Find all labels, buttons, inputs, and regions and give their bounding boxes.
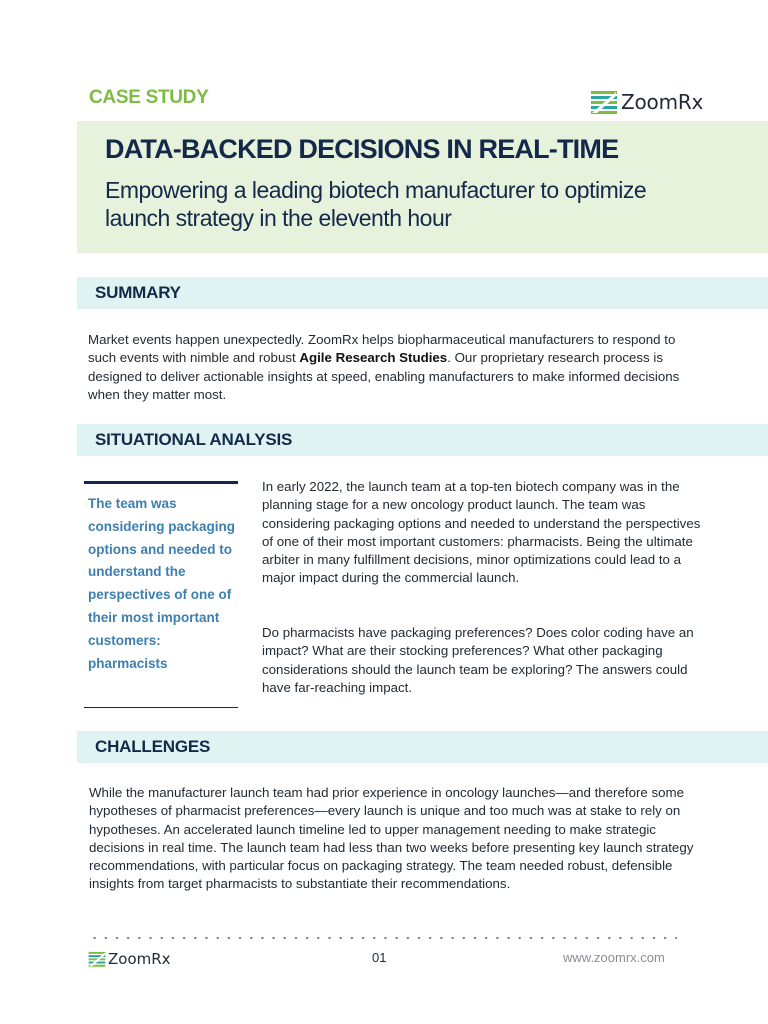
page-title: DATA-BACKED DECISIONS IN REAL-TIME bbox=[105, 134, 619, 164]
logo-text: ZoomRx bbox=[621, 90, 704, 114]
situational-paragraph-2: Do pharmacists have packaging preferences? Does color coding have an impact? What are their stocking preferences? What other packaging considerations should the launch team be exploring? The answers could have far-reaching impact. bbox=[262, 625, 694, 695]
challenges-paragraph: While the manufacturer launch team had prior experience in oncology launches—and therefore some hypotheses of pharmacist preferences—every launch is unique and too much was at stake to rely on hypotheses. An accelerated launch timeline led to upper management needing to make strategic decisions in real time. The launch team had less than two weeks before presenting key launch strategy recommendations, with particular focus on packaging strategy. The team needed robust, defensible insights from target pharmacists to substantiate their recommendations. bbox=[89, 785, 694, 892]
zoomrx-logo-icon bbox=[88, 950, 106, 968]
footer-logo bbox=[88, 950, 171, 968]
situational-paragraph-1: In early 2022, the launch team at a top-ten biotech company was in the planning stage for a new oncology product launch. The team was considering packaging options and needed to understand the perspectives of one of their most important customers: pharmacists. Being the ultimate arbiter in many fulfillment decisions, minor optimizations could lead to a major impact during the commercial launch. bbox=[262, 479, 701, 586]
summary-section-header bbox=[77, 277, 768, 309]
situational-heading: SITUATIONAL ANALYSIS bbox=[95, 430, 293, 449]
page-subtitle: Empowering a leading biotech manufacturer to optimize launch strategy in the eleventh hour bbox=[105, 177, 647, 231]
summary-bold-text: Agile Research Studies bbox=[299, 350, 448, 366]
pull-quote bbox=[84, 481, 238, 708]
footer-url[interactable]: www.zoomrx.com bbox=[563, 950, 665, 965]
pull-quote-text: The team was considering packaging options and needed to understand the perspectives of one of their most important customers: pharmacists bbox=[88, 496, 236, 671]
summary-heading: SUMMARY bbox=[95, 283, 181, 302]
footer-logo-text: ZoomRx bbox=[108, 950, 171, 968]
footer-divider bbox=[89, 936, 677, 940]
challenges-heading: CHALLENGES bbox=[95, 737, 211, 756]
hero-banner bbox=[77, 121, 768, 253]
summary-text-before: Market events happen unexpectedly. ZoomRx helps biopharmaceutical manufacturers to respond to such events with nimble and robust bbox=[88, 332, 676, 366]
page-number: 01 bbox=[372, 950, 387, 965]
zoomrx-logo-icon bbox=[590, 89, 618, 115]
summary-text-after: . Our proprietary research process is designed to deliver actionable insights at speed, enabling manufacturers to make informed decisions when they matter most. bbox=[88, 350, 680, 402]
situational-section-header bbox=[77, 424, 768, 456]
summary-paragraph bbox=[88, 331, 694, 404]
zoomrx-logo bbox=[590, 88, 703, 116]
case-study-label: CASE STUDY bbox=[89, 87, 209, 108]
challenges-section-header bbox=[77, 731, 768, 763]
